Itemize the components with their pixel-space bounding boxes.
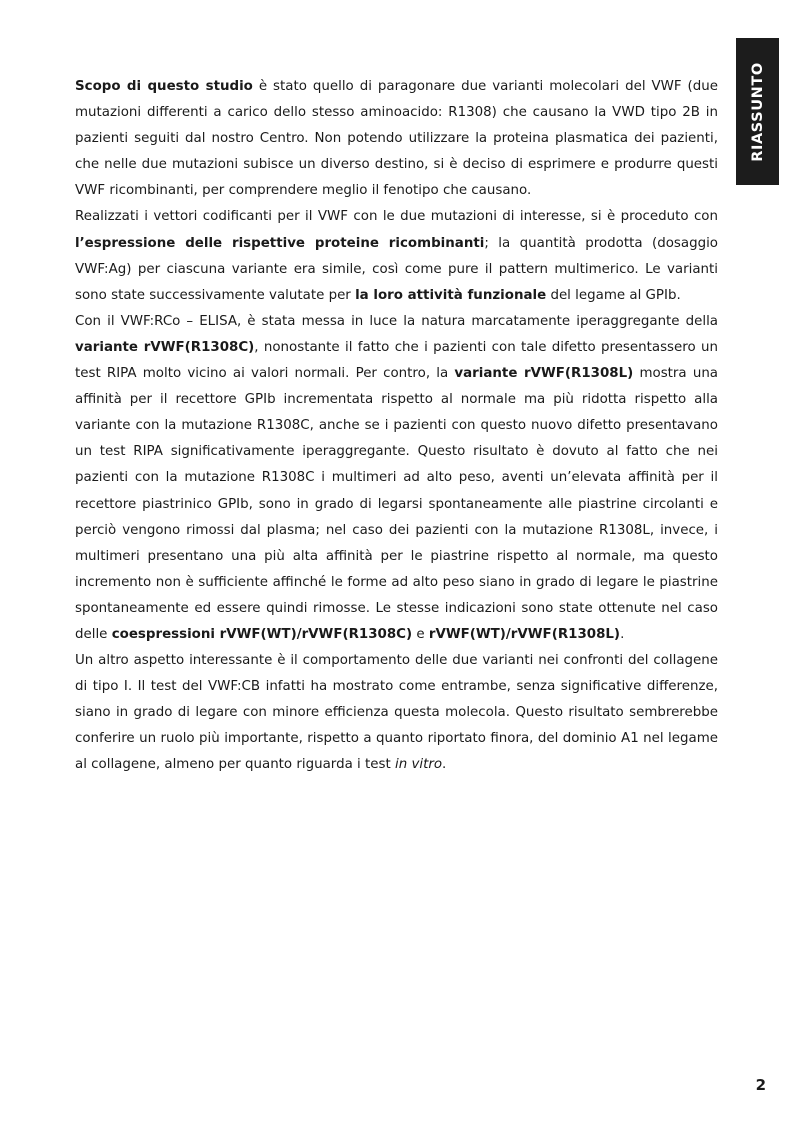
paragraph-expression bbox=[75, 204, 718, 308]
text-run: Realizzati i vettori codificanti per il VWF con le due mutazioni di interesse, si è proceduto con bbox=[75, 209, 718, 225]
text-run: e bbox=[412, 626, 429, 642]
text-run: . bbox=[442, 757, 447, 773]
text-run-bold: variante rVWF(R1308L) bbox=[454, 366, 634, 382]
text-run-italic: in vitro bbox=[394, 757, 443, 773]
paragraph-collagen bbox=[75, 648, 718, 778]
text-run-bold: coespressioni rVWF(WT)/rVWF(R1308C) bbox=[111, 626, 413, 642]
paragraph-aim-lead: Scopo di questo studio bbox=[75, 79, 253, 94]
text-run: , nonostante il fatto che i pazienti con tale difetto presentassero un test RIPA molto vicino ai valori normali. Per contro, la bbox=[75, 339, 718, 382]
section-tab bbox=[736, 38, 779, 185]
text-run-bold: l’espressione delle rispettive proteine ricombinanti bbox=[75, 235, 485, 251]
text-run-bold: rVWF(WT)/rVWF(R1308L) bbox=[428, 626, 621, 642]
text-run: . bbox=[620, 626, 625, 642]
text-run: del legame al GPIb. bbox=[546, 287, 681, 303]
text-run: mostra una affinità per il recettore GPIb incrementata rispetto al normale ma più ridotta rispetto alla variante con la mutazione R1308C, anche se i pazienti con questo nuovo difetto presentavano un test RIPA significativamente iperaggregante. Questo risultato è dovuto al fatto che nei pazienti con la mutazione R1308C i multimeri ad alto peso, aventi un’elevata affinità per il recettore piastrinico GPIb, sono in grado di legarsi spontaneamente alle piastrine circolanti e perciò vengono rimossi dal plasma; nel caso dei pazienti con la mutazione R1308L, invece, i multimeri presentano una più alta affinità per le piastrine rispetto al normale, ma questo incremento non è sufficiente affinché le forme ad alto peso siano in grado di legare le piastrine spontaneamente ed essere quindi rimosse. Le stesse indicazioni sono state ottenute nel caso delle bbox=[75, 366, 719, 642]
paragraph-aim-text: è stato quello di paragonare due varianti molecolari del VWF (due mutazioni differenti a carico dello stesso aminoacido: R1308) che causano la VWD tipo 2B in pazienti seguiti dal nostro Centro. Non potendo utilizzare la proteina plasmatica dei pazienti, che nelle due mutazioni subisce un diverso destino, si è deciso di esprimere e produrre questi VWF ricombinanti, per comprendere meglio il fenotipo che causano. bbox=[75, 79, 719, 199]
text-run: Un altro aspetto interessante è il comportamento delle due varianti nei confronti del collagene di tipo I. Il test del VWF:CB infatti ha mostrato come entrambe, senza significative differenze, siano in grado di legare con minore efficienza questa molecola. Questo risultato sembrerebbe conferire un ruolo più importante, rispetto a quanto riportato finora, del dominio A1 nel legame al collagene, almeno per quanto riguarda i test bbox=[75, 653, 718, 773]
text-run: ; la quantità prodotta (dosaggio VWF:Ag) per ciascuna variante era simile, così come pure il pattern multimerico. Le varianti sono state successivamente valutate per bbox=[75, 235, 718, 303]
text-run-bold: la loro attività funzionale bbox=[355, 287, 547, 303]
section-tab-label: RIASSUNTO bbox=[749, 61, 766, 162]
paragraph-elisa bbox=[75, 309, 718, 648]
page-number: 2 bbox=[755, 1076, 766, 1094]
paragraph-aim bbox=[75, 74, 718, 204]
text-run-bold: variante rVWF(R1308C) bbox=[75, 339, 255, 355]
text-run: Con il VWF:RCo – ELISA, è stata messa in luce la natura marcatamente iperaggregante della bbox=[75, 313, 718, 329]
abstract-body bbox=[75, 74, 718, 779]
